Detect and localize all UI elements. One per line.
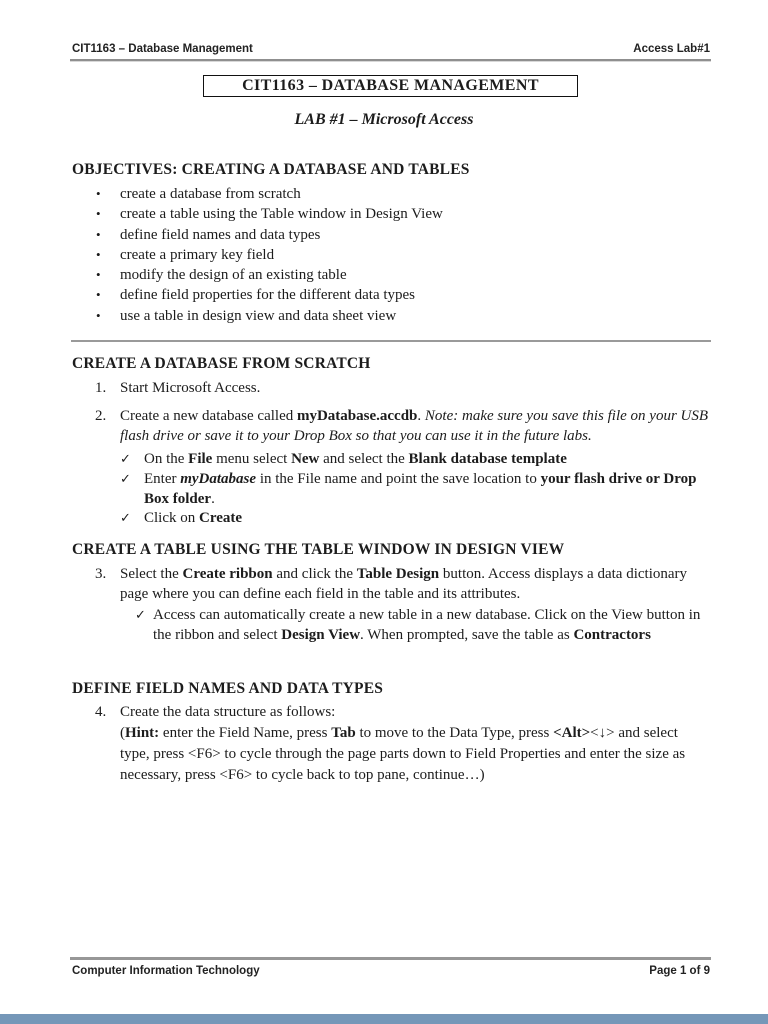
item-number: 3. (95, 566, 107, 582)
bullet-text: define field properties for the different data types (120, 287, 416, 304)
title-text: CIT1163 – DATABASE MANAGEMENT (242, 77, 539, 94)
text-segment: On the (144, 451, 189, 467)
text-segment: to move to the Data Type, press (355, 725, 554, 741)
text-segment: and select the (319, 451, 409, 467)
text-segment: Blank database template (408, 451, 567, 467)
text-segment: Create ribbon (182, 566, 273, 582)
bullet-icon: • (96, 287, 101, 303)
objectives-list (96, 184, 711, 326)
check-text (144, 470, 711, 510)
check-text (144, 509, 711, 529)
text-segment: menu select (212, 451, 292, 467)
bullet-text: define field names and data types (120, 226, 321, 243)
text-segment: ( (120, 725, 125, 741)
text-segment: File (188, 451, 213, 467)
check-item (120, 509, 711, 529)
text-segment: Click on (144, 510, 199, 527)
bullet-text: create a table using the Table window in Design View (120, 206, 443, 223)
footer-right-text: Page 1 of 9 (649, 965, 710, 977)
title-box (203, 75, 578, 97)
text-segment: <Alt> (553, 725, 591, 741)
text-segment: Note: make sure you save this file on your USB flash drive or save it to your Drop Box so that you can use it in the future labs. (120, 408, 709, 444)
bullet-item (96, 225, 711, 245)
check-item (120, 470, 711, 510)
bullet-text: create a database from scratch (120, 186, 301, 202)
bullet-item (96, 285, 711, 305)
text-segment: Create a new database called (120, 408, 297, 424)
checkmark-icon: ✓ (120, 511, 131, 527)
check-text (153, 606, 711, 646)
heading-objectives: OBJECTIVES: CREATING A DATABASE AND TABLES (72, 161, 470, 178)
check-text (144, 450, 711, 470)
text-segment: . When prompted, save the table as (360, 626, 574, 643)
text-segment: your flash drive or Drop Box folder (144, 470, 697, 507)
subtitle: LAB #1 – Microsoft Access (294, 111, 474, 128)
header-rule (70, 59, 711, 62)
text-segment: Create (199, 510, 243, 527)
bullet-icon: • (96, 226, 101, 242)
bullet-icon: • (96, 307, 101, 323)
item-3-checklist (135, 606, 711, 646)
text-segment: Table Design (356, 566, 440, 582)
checkmark-icon: ✓ (120, 471, 131, 487)
item-number: 2. (95, 408, 107, 424)
bullet-item (96, 306, 711, 326)
text-segment: Create the data structure as follows: (120, 704, 336, 720)
bullet-icon: • (96, 267, 101, 283)
footer-rule (70, 957, 711, 960)
numbered-item-2 (95, 406, 711, 446)
item-text (120, 406, 711, 446)
text-segment: <↓> and select type, press <F6> to cycle through the page parts down to Field Properties and enter the size as necessary, press <F6> to cycle back to top pane, continue…) (120, 725, 686, 783)
header-left-text: CIT1163 – Database Management (72, 43, 253, 55)
text-segment: myDatabase (180, 470, 257, 487)
checkmark-icon: ✓ (120, 452, 131, 467)
text-segment: Tab (331, 725, 356, 741)
item-4-hint-text (120, 723, 711, 786)
text-segment: . (211, 490, 215, 507)
text-segment: myDatabase.accdb (296, 408, 418, 424)
bullet-text: modify the design of an existing table (120, 267, 347, 284)
text-segment: . (417, 408, 425, 424)
text-segment: and click the (272, 566, 357, 582)
text-segment: Select the (120, 566, 183, 582)
text-segment: Enter (144, 470, 181, 487)
bullet-item (96, 184, 711, 204)
item-text (120, 564, 711, 604)
text-segment: in the File name and point the save location to (256, 470, 541, 487)
viewer-bottom-bar (0, 1014, 768, 1024)
text-segment: button. Access displays a data dictionary page where you can define each field in the table and its attributes. (120, 566, 688, 602)
text-segment: enter the Field Name, press (159, 725, 332, 741)
item-text (120, 702, 711, 722)
header-right-text: Access Lab#1 (633, 43, 710, 55)
text-segment: Design View (281, 626, 361, 643)
bullet-icon: • (96, 246, 101, 262)
check-item (120, 450, 711, 470)
item-text (120, 378, 711, 398)
bullet-item (96, 245, 711, 265)
text-segment: Access can automatically create a new table in a new database. Click on the View button in the ribbon and select (153, 607, 701, 643)
check-item (135, 606, 711, 646)
text-segment: Start Microsoft Access. (120, 380, 261, 396)
item-number: 4. (95, 704, 107, 720)
checkmark-icon: ✓ (135, 608, 146, 623)
text-segment: New (291, 451, 320, 467)
item-number: 1. (95, 380, 107, 396)
text-segment: Hint: (125, 725, 160, 741)
heading-create-table: CREATE A TABLE USING THE TABLE WINDOW IN DESIGN VIEW (72, 541, 565, 558)
footer-left-text: Computer Information Technology (72, 965, 260, 977)
bullet-item (96, 265, 711, 285)
item-2-checklist (120, 450, 711, 529)
bullet-text: use a table in design view and data sheet view (120, 307, 397, 324)
bullet-item (96, 204, 711, 224)
text-segment: Contractors (573, 626, 651, 643)
numbered-item-1 (95, 378, 711, 398)
section-divider (71, 340, 711, 342)
bullet-icon: • (96, 206, 101, 222)
heading-create-database: CREATE A DATABASE FROM SCRATCH (72, 355, 371, 372)
numbered-item-3 (95, 564, 711, 604)
numbered-item-4 (95, 702, 711, 722)
heading-define-fields: DEFINE FIELD NAMES AND DATA TYPES (72, 680, 384, 697)
bullet-icon: • (96, 186, 101, 201)
bullet-text: create a primary key field (120, 246, 275, 263)
